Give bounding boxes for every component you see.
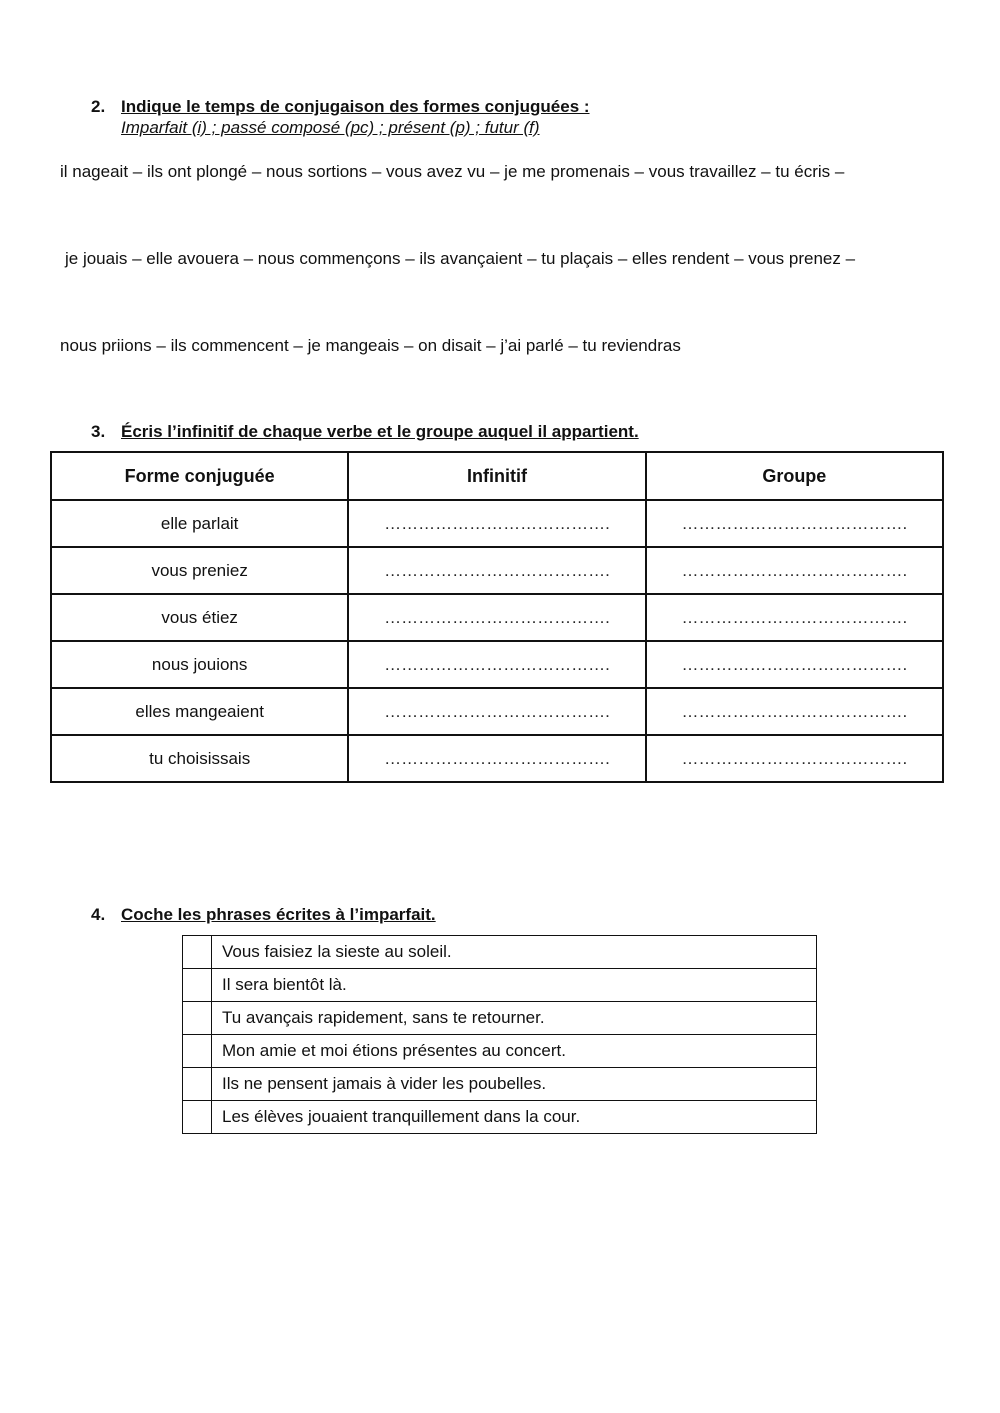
table-row	[51, 547, 943, 594]
list-item	[183, 1101, 817, 1134]
verb-form: vous preniez	[51, 547, 348, 594]
table-row	[51, 500, 943, 547]
verb-form: elles mangeaient	[51, 688, 348, 735]
infinitive-table-header	[51, 452, 943, 500]
tense-legend: Imparfait (i) ; passé composé (pc) ; présent (p) ; futur (f)	[121, 118, 540, 137]
sentence-text: Tu avançais rapidement, sans te retourner.	[212, 1002, 817, 1035]
checkbox[interactable]	[183, 936, 211, 968]
checkbox[interactable]	[183, 1002, 211, 1034]
groupe-blank[interactable]: ………………………………….	[646, 547, 943, 594]
checkbox-cell[interactable]	[183, 1035, 212, 1068]
verb-line-2: je jouais – elle avouera – nous commençons – ils avançaient – tu plaçais – elles rendent – vous prenez –	[65, 249, 856, 268]
section-4-title: Coche les phrases écrites à l’imparfait.	[121, 905, 436, 924]
table-row	[51, 688, 943, 735]
list-item	[183, 1002, 817, 1035]
infinitif-blank[interactable]: ………………………………….	[348, 735, 645, 782]
section-3-title: Écris l’infinitif de chaque verbe et le groupe auquel il appartient.	[121, 422, 639, 441]
checkbox[interactable]	[183, 1101, 211, 1133]
infinitif-blank[interactable]: ………………………………….	[348, 547, 645, 594]
checkbox-cell[interactable]	[183, 1068, 212, 1101]
groupe-blank[interactable]: ………………………………….	[646, 641, 943, 688]
verb-form: tu choisissais	[51, 735, 348, 782]
checkbox[interactable]	[183, 1068, 211, 1100]
checkbox[interactable]	[183, 969, 211, 1001]
verb-form: nous jouions	[51, 641, 348, 688]
checkbox-cell[interactable]	[183, 969, 212, 1002]
list-item	[183, 1068, 817, 1101]
sentence-text: Ils ne pensent jamais à vider les poubelles.	[212, 1068, 817, 1101]
list-item	[183, 936, 817, 969]
checkbox-cell[interactable]	[183, 1002, 212, 1035]
verb-form: vous étiez	[51, 594, 348, 641]
sentence-text: Mon amie et moi étions présentes au concert.	[212, 1035, 817, 1068]
groupe-blank[interactable]: ………………………………….	[646, 735, 943, 782]
infinitif-blank[interactable]: ………………………………….	[348, 594, 645, 641]
section-3-heading	[91, 422, 639, 442]
sentence-text: Les élèves jouaient tranquillement dans la cour.	[212, 1101, 817, 1134]
table-row	[51, 594, 943, 641]
checkbox-cell[interactable]	[183, 1101, 212, 1134]
verb-line-3: nous priions – ils commencent – je mangeais – on disait – j’ai parlé – tu reviendras	[60, 336, 681, 355]
header-infinitif: Infinitif	[348, 452, 645, 500]
header-forme-conjuguee: Forme conjuguée	[51, 452, 348, 500]
list-item	[183, 969, 817, 1002]
verb-line-1: il nageait – ils ont plongé – nous sortions – vous avez vu – je me promenais – vous travaillez – tu écris –	[60, 162, 845, 181]
groupe-blank[interactable]: ………………………………….	[646, 594, 943, 641]
infinitif-blank[interactable]: ………………………………….	[348, 500, 645, 547]
sentence-text: Il sera bientôt là.	[212, 969, 817, 1002]
section-2-title: Indique le temps de conjugaison des formes conjuguées :	[121, 97, 590, 116]
header-groupe: Groupe	[646, 452, 943, 500]
checkbox-cell[interactable]	[183, 936, 212, 969]
list-item	[183, 1035, 817, 1068]
imparfait-checklist	[182, 935, 817, 1134]
section-2-number: 2.	[91, 97, 106, 116]
section-4-number: 4.	[91, 905, 106, 924]
infinitive-table	[50, 451, 944, 783]
section-4-heading	[91, 905, 436, 925]
table-row	[51, 735, 943, 782]
infinitif-blank[interactable]: ………………………………….	[348, 688, 645, 735]
sentence-text: Vous faisiez la sieste au soleil.	[212, 936, 817, 969]
checkbox[interactable]	[183, 1035, 211, 1067]
verb-form: elle parlait	[51, 500, 348, 547]
infinitif-blank[interactable]: ………………………………….	[348, 641, 645, 688]
groupe-blank[interactable]: ………………………………….	[646, 688, 943, 735]
table-row	[51, 641, 943, 688]
section-3-number: 3.	[91, 422, 106, 441]
section-2-heading	[91, 97, 590, 117]
groupe-blank[interactable]: ………………………………….	[646, 500, 943, 547]
